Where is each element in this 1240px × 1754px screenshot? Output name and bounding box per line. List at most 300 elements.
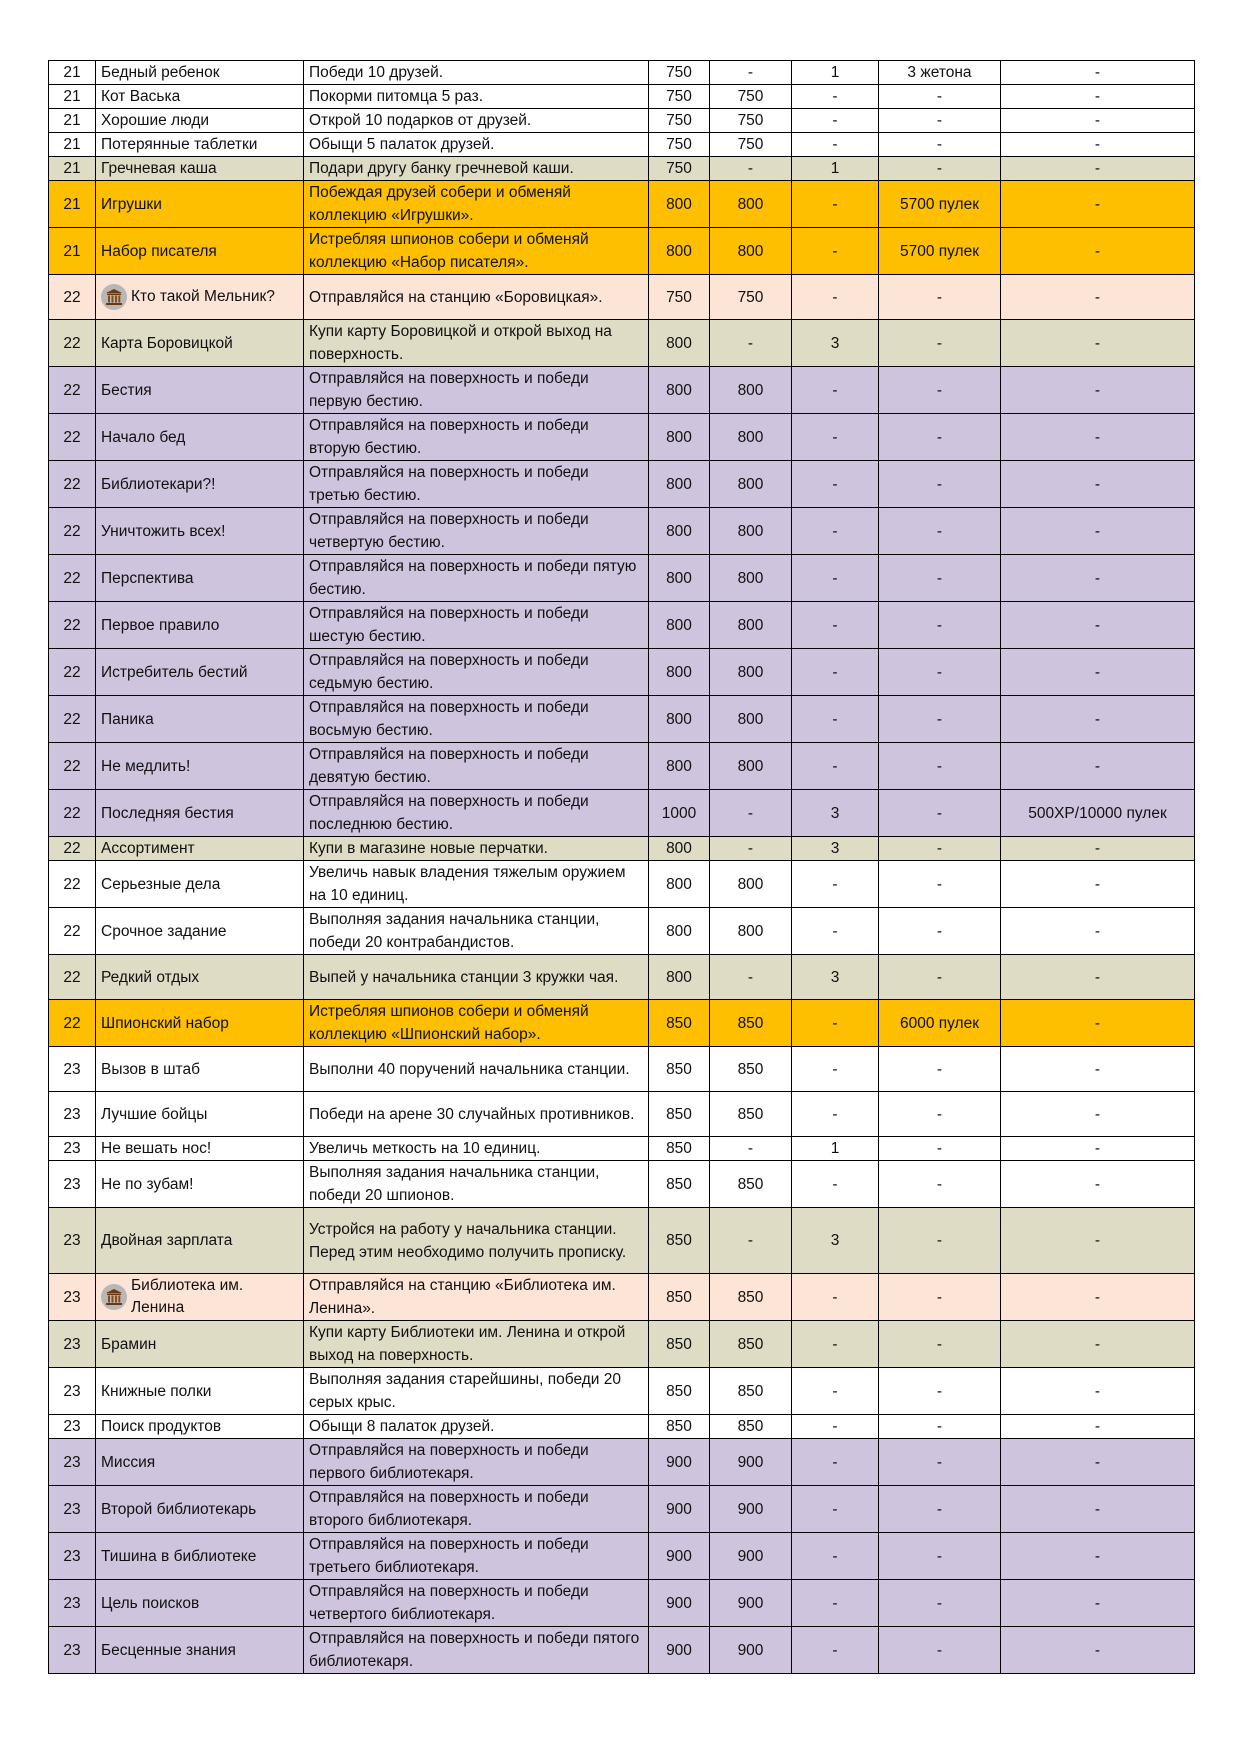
quest-exp-cell: 900	[649, 1627, 710, 1674]
quest-description-cell: Купи в магазине новые перчатки.	[304, 837, 649, 861]
quest-name-cell: Миссия	[96, 1439, 304, 1486]
quest-exp-cell: 750	[649, 275, 710, 320]
quest-exp-cell: 1000	[649, 790, 710, 837]
quest-exp-cell: 900	[649, 1486, 710, 1533]
quest-name-cell: Набор писателя	[96, 228, 304, 275]
quest-level-cell: 22	[49, 743, 96, 790]
quest-item-reward-cell: -	[879, 1627, 1001, 1674]
quest-gold-cell: -	[792, 508, 879, 555]
quest-gold-cell: -	[792, 181, 879, 228]
quest-name-text: Кто такой Мельник?	[131, 288, 275, 305]
quest-exp-cell: 800	[649, 555, 710, 602]
quest-item-reward-cell: -	[879, 908, 1001, 955]
quest-extra-reward-cell: 500XP/10000 пулек	[1001, 790, 1195, 837]
quest-name-cell: Последняя бестия	[96, 790, 304, 837]
table-row	[49, 696, 1195, 743]
quest-gold-cell: 3	[792, 320, 879, 367]
quest-money-cell: -	[710, 1208, 792, 1274]
quest-description-cell: Выпей у начальника станции 3 кружки чая.	[304, 955, 649, 1000]
quest-money-cell: 800	[710, 908, 792, 955]
quest-exp-cell: 850	[649, 1368, 710, 1415]
quest-extra-reward-cell: -	[1001, 1161, 1195, 1208]
quest-money-cell: -	[710, 955, 792, 1000]
quest-item-reward-cell: 6000 пулек	[879, 1000, 1001, 1047]
table-row	[49, 1208, 1195, 1274]
quest-exp-cell: 800	[649, 837, 710, 861]
quest-money-cell: 800	[710, 414, 792, 461]
quest-level-cell: 21	[49, 109, 96, 133]
quest-money-cell: -	[710, 320, 792, 367]
quest-item-reward-cell: 5700 пулек	[879, 228, 1001, 275]
quest-exp-cell: 800	[649, 908, 710, 955]
table-row	[49, 649, 1195, 696]
quest-extra-reward-cell: -	[1001, 602, 1195, 649]
quest-extra-reward-cell: -	[1001, 61, 1195, 85]
quest-gold-cell: -	[792, 602, 879, 649]
quest-exp-cell: 750	[649, 109, 710, 133]
quest-extra-reward-cell: -	[1001, 85, 1195, 109]
quest-gold-cell: -	[792, 1321, 879, 1368]
quest-description-cell: Отправляйся на поверхность и победи вторую бестию.	[304, 414, 649, 461]
quest-level-cell: 23	[49, 1486, 96, 1533]
quest-money-cell: 850	[710, 1047, 792, 1092]
quest-gold-cell: -	[792, 1161, 879, 1208]
quest-description-cell: Побеждая друзей собери и обменяй коллекцию «Игрушки».	[304, 181, 649, 228]
quest-description-cell: Обыщи 8 палаток друзей.	[304, 1415, 649, 1439]
quest-gold-cell: -	[792, 1274, 879, 1321]
quest-exp-cell: 850	[649, 1161, 710, 1208]
quest-level-cell: 23	[49, 1208, 96, 1274]
quest-name-cell: Бесценные знания	[96, 1627, 304, 1674]
quest-money-cell: 800	[710, 696, 792, 743]
quest-money-cell: 800	[710, 555, 792, 602]
quest-level-cell: 23	[49, 1533, 96, 1580]
quest-gold-cell: -	[792, 275, 879, 320]
quest-extra-reward-cell: -	[1001, 649, 1195, 696]
quest-name-cell: Потерянные таблетки	[96, 133, 304, 157]
quest-money-cell: 850	[710, 1368, 792, 1415]
quest-gold-cell: -	[792, 1439, 879, 1486]
quest-exp-cell: 850	[649, 1321, 710, 1368]
quest-level-cell: 22	[49, 649, 96, 696]
quest-gold-cell: -	[792, 1047, 879, 1092]
quest-gold-cell: 1	[792, 61, 879, 85]
quest-exp-cell: 800	[649, 649, 710, 696]
quest-level-cell: 22	[49, 837, 96, 861]
quest-name-cell: Перспектива	[96, 555, 304, 602]
quest-level-cell: 23	[49, 1321, 96, 1368]
quest-money-cell: 900	[710, 1580, 792, 1627]
quest-name-cell: Брамин	[96, 1321, 304, 1368]
quest-exp-cell: 750	[649, 157, 710, 181]
quest-money-cell: 900	[710, 1486, 792, 1533]
quest-gold-cell: -	[792, 743, 879, 790]
quest-money-cell: 800	[710, 508, 792, 555]
quest-gold-cell: -	[792, 1627, 879, 1674]
quest-money-cell: -	[710, 1137, 792, 1161]
quest-item-reward-cell: -	[879, 1092, 1001, 1137]
quest-item-reward-cell: -	[879, 461, 1001, 508]
quest-extra-reward-cell: -	[1001, 1580, 1195, 1627]
quest-name-cell: Игрушки	[96, 181, 304, 228]
quest-level-cell: 22	[49, 320, 96, 367]
quest-exp-cell: 800	[649, 228, 710, 275]
quest-item-reward-cell: -	[879, 1161, 1001, 1208]
quest-description-cell: Отправляйся на поверхность и победи восьмую бестию.	[304, 696, 649, 743]
quest-level-cell: 23	[49, 1137, 96, 1161]
quest-description-cell: Отправляйся на станцию «Боровицкая».	[304, 275, 649, 320]
table-row	[49, 1161, 1195, 1208]
quest-gold-cell: 1	[792, 1137, 879, 1161]
quest-money-cell: 900	[710, 1533, 792, 1580]
table-row	[49, 320, 1195, 367]
quest-description-cell: Купи карту Библиотеки им. Ленина и открой выход на поверхность.	[304, 1321, 649, 1368]
quest-item-reward-cell: -	[879, 1415, 1001, 1439]
table-row	[49, 743, 1195, 790]
quest-description-cell: Истребляя шпионов собери и обменяй коллекцию «Набор писателя».	[304, 228, 649, 275]
table-row	[49, 508, 1195, 555]
quest-level-cell: 22	[49, 908, 96, 955]
quest-level-cell: 23	[49, 1368, 96, 1415]
table-row	[49, 1580, 1195, 1627]
quest-item-reward-cell: -	[879, 1208, 1001, 1274]
quest-item-reward-cell: -	[879, 1486, 1001, 1533]
quest-name-cell: Не по зубам!	[96, 1161, 304, 1208]
quest-gold-cell: 1	[792, 157, 879, 181]
quest-description-cell: Отправляйся на поверхность и победи первого библиотекаря.	[304, 1439, 649, 1486]
quest-name-cell: Не вешать нос!	[96, 1137, 304, 1161]
quest-name-cell: Уничтожить всех!	[96, 508, 304, 555]
quest-gold-cell: -	[792, 367, 879, 414]
quest-gold-cell: -	[792, 109, 879, 133]
quest-item-reward-cell: -	[879, 696, 1001, 743]
quest-level-cell: 22	[49, 696, 96, 743]
table-row	[49, 85, 1195, 109]
quest-gold-cell: -	[792, 908, 879, 955]
quest-name-cell: Срочное задание	[96, 908, 304, 955]
quest-level-cell: 23	[49, 1161, 96, 1208]
quest-description-cell: Отправляйся на поверхность и победи третьего библиотекаря.	[304, 1533, 649, 1580]
quest-level-cell: 22	[49, 367, 96, 414]
quest-money-cell: 750	[710, 133, 792, 157]
quest-extra-reward-cell: -	[1001, 157, 1195, 181]
quest-level-cell: 22	[49, 461, 96, 508]
quest-exp-cell: 850	[649, 1208, 710, 1274]
quest-name-cell: Книжные полки	[96, 1368, 304, 1415]
quest-extra-reward-cell: -	[1001, 181, 1195, 228]
table-row	[49, 555, 1195, 602]
quest-money-cell: 850	[710, 1274, 792, 1321]
quest-description-cell: Покорми питомца 5 раз.	[304, 85, 649, 109]
quest-gold-cell: 3	[792, 790, 879, 837]
quest-name-cell: Второй библиотекарь	[96, 1486, 304, 1533]
quest-name-cell: Бестия	[96, 367, 304, 414]
quest-extra-reward-cell: -	[1001, 320, 1195, 367]
quest-item-reward-cell: -	[879, 955, 1001, 1000]
quest-exp-cell: 750	[649, 85, 710, 109]
quest-extra-reward-cell: -	[1001, 696, 1195, 743]
quest-description-cell: Открой 10 подарков от друзей.	[304, 109, 649, 133]
quest-level-cell: 21	[49, 157, 96, 181]
quest-item-reward-cell: -	[879, 414, 1001, 461]
quest-description-cell: Увеличь навык владения тяжелым оружием на 10 единиц.	[304, 861, 649, 908]
quest-level-cell: 23	[49, 1415, 96, 1439]
quest-money-cell: 900	[710, 1439, 792, 1486]
quest-extra-reward-cell: -	[1001, 1415, 1195, 1439]
quest-item-reward-cell: -	[879, 1580, 1001, 1627]
quest-gold-cell: -	[792, 133, 879, 157]
quest-description-cell: Отправляйся на поверхность и победи последнюю бестию.	[304, 790, 649, 837]
quest-item-reward-cell: -	[879, 275, 1001, 320]
quest-name-cell: Не медлить!	[96, 743, 304, 790]
quest-exp-cell: 800	[649, 861, 710, 908]
quest-description-cell: Отправляйся на поверхность и победи четвертого библиотекаря.	[304, 1580, 649, 1627]
quest-money-cell: 800	[710, 181, 792, 228]
quest-level-cell: 23	[49, 1274, 96, 1321]
table-row	[49, 1092, 1195, 1137]
table-row	[49, 837, 1195, 861]
quest-gold-cell: -	[792, 649, 879, 696]
quest-extra-reward-cell: -	[1001, 1208, 1195, 1274]
table-row	[49, 1321, 1195, 1368]
quest-item-reward-cell: -	[879, 133, 1001, 157]
quest-item-reward-cell: -	[879, 1533, 1001, 1580]
building-icon	[101, 1284, 127, 1310]
table-row	[49, 367, 1195, 414]
quest-money-cell: 900	[710, 1627, 792, 1674]
quest-description-cell: Отправляйся на поверхность и победи третью бестию.	[304, 461, 649, 508]
quest-exp-cell: 850	[649, 1137, 710, 1161]
quest-table	[48, 60, 1195, 1674]
quest-gold-cell: -	[792, 461, 879, 508]
quest-gold-cell: -	[792, 555, 879, 602]
quest-name-cell	[96, 1274, 304, 1321]
quest-description-cell: Отправляйся на поверхность и победи первую бестию.	[304, 367, 649, 414]
quest-money-cell: 800	[710, 461, 792, 508]
quest-money-cell: 750	[710, 85, 792, 109]
quest-gold-cell: -	[792, 861, 879, 908]
quest-level-cell: 23	[49, 1627, 96, 1674]
table-row	[49, 1486, 1195, 1533]
quest-name-cell: Карта Боровицкой	[96, 320, 304, 367]
quest-gold-cell: 3	[792, 1208, 879, 1274]
quest-description-cell: Истребляя шпионов собери и обменяй коллекцию «Шпионский набор».	[304, 1000, 649, 1047]
quest-extra-reward-cell: -	[1001, 275, 1195, 320]
quest-extra-reward-cell: -	[1001, 1000, 1195, 1047]
quest-description-cell: Отправляйся на поверхность и победи седьмую бестию.	[304, 649, 649, 696]
quest-item-reward-cell: -	[879, 1274, 1001, 1321]
table-row	[49, 157, 1195, 181]
quest-description-cell: Отправляйся на поверхность и победи девятую бестию.	[304, 743, 649, 790]
quest-description-cell: Победи на арене 30 случайных противников.	[304, 1092, 649, 1137]
quest-exp-cell: 800	[649, 955, 710, 1000]
quest-item-reward-cell: -	[879, 1137, 1001, 1161]
quest-exp-cell: 850	[649, 1047, 710, 1092]
table-row	[49, 181, 1195, 228]
quest-extra-reward-cell: -	[1001, 861, 1195, 908]
quest-money-cell: 750	[710, 109, 792, 133]
quest-money-cell: -	[710, 157, 792, 181]
quest-description-cell: Обыщи 5 палаток друзей.	[304, 133, 649, 157]
quest-name-cell: Первое правило	[96, 602, 304, 649]
quest-description-cell: Отправляйся на поверхность и победи шестую бестию.	[304, 602, 649, 649]
table-row	[49, 1137, 1195, 1161]
quest-description-cell: Отправляйся на поверхность и победи второго библиотекаря.	[304, 1486, 649, 1533]
quest-level-cell: 21	[49, 61, 96, 85]
quest-item-reward-cell: -	[879, 367, 1001, 414]
quest-extra-reward-cell: -	[1001, 1533, 1195, 1580]
quest-level-cell: 22	[49, 1000, 96, 1047]
table-row	[49, 414, 1195, 461]
quest-gold-cell: -	[792, 228, 879, 275]
table-row	[49, 1000, 1195, 1047]
quest-name-cell: Цель поисков	[96, 1580, 304, 1627]
quest-exp-cell: 850	[649, 1092, 710, 1137]
quest-gold-cell: -	[792, 1092, 879, 1137]
quest-extra-reward-cell: -	[1001, 908, 1195, 955]
quest-exp-cell: 750	[649, 61, 710, 85]
quest-extra-reward-cell: -	[1001, 508, 1195, 555]
quest-item-reward-cell: -	[879, 320, 1001, 367]
quest-extra-reward-cell: -	[1001, 1321, 1195, 1368]
quest-extra-reward-cell: -	[1001, 461, 1195, 508]
quest-exp-cell: 800	[649, 414, 710, 461]
quest-money-cell: 800	[710, 367, 792, 414]
quest-name-cell: Серьезные дела	[96, 861, 304, 908]
quest-money-cell: 850	[710, 1000, 792, 1047]
quest-extra-reward-cell: -	[1001, 228, 1195, 275]
quest-exp-cell: 900	[649, 1439, 710, 1486]
table-row	[49, 790, 1195, 837]
quest-money-cell: -	[710, 837, 792, 861]
quest-money-cell: 800	[710, 743, 792, 790]
quest-description-cell: Отправляйся на станцию «Библиотека им. Ленина».	[304, 1274, 649, 1321]
quest-gold-cell: -	[792, 1486, 879, 1533]
quest-name-cell: Паника	[96, 696, 304, 743]
quest-exp-cell: 750	[649, 133, 710, 157]
quest-description-cell: Отправляйся на поверхность и победи пятого библиотекаря.	[304, 1627, 649, 1674]
quest-name-cell: Хорошие люди	[96, 109, 304, 133]
quest-level-cell: 23	[49, 1047, 96, 1092]
quest-extra-reward-cell: -	[1001, 555, 1195, 602]
quest-item-reward-cell: -	[879, 555, 1001, 602]
quest-item-reward-cell: -	[879, 109, 1001, 133]
table-row	[49, 1533, 1195, 1580]
quest-item-reward-cell: -	[879, 837, 1001, 861]
quest-name-cell: Библиотекари?!	[96, 461, 304, 508]
table-row	[49, 1047, 1195, 1092]
quest-money-cell: 850	[710, 1321, 792, 1368]
quest-money-cell: 850	[710, 1092, 792, 1137]
quest-level-cell: 21	[49, 85, 96, 109]
quest-item-reward-cell: -	[879, 602, 1001, 649]
quest-gold-cell: -	[792, 1415, 879, 1439]
quest-level-cell: 22	[49, 555, 96, 602]
quest-description-cell: Устройся на работу у начальника станции. Перед этим необходимо получить прописку.	[304, 1208, 649, 1274]
table-row	[49, 109, 1195, 133]
quest-name-cell: Шпионский набор	[96, 1000, 304, 1047]
quest-exp-cell: 800	[649, 602, 710, 649]
quest-gold-cell: -	[792, 696, 879, 743]
quest-exp-cell: 850	[649, 1000, 710, 1047]
quest-exp-cell: 800	[649, 367, 710, 414]
quest-extra-reward-cell: -	[1001, 367, 1195, 414]
quest-gold-cell: -	[792, 85, 879, 109]
quest-level-cell: 22	[49, 275, 96, 320]
quest-gold-cell: 3	[792, 837, 879, 861]
quest-name-cell: Редкий отдых	[96, 955, 304, 1000]
quest-item-reward-cell: -	[879, 1321, 1001, 1368]
quest-extra-reward-cell: -	[1001, 743, 1195, 790]
table-row	[49, 61, 1195, 85]
quest-gold-cell: -	[792, 1533, 879, 1580]
quest-exp-cell: 900	[649, 1580, 710, 1627]
quest-table-body	[49, 61, 1195, 1674]
quest-extra-reward-cell: -	[1001, 109, 1195, 133]
quest-gold-cell: -	[792, 1580, 879, 1627]
quest-exp-cell: 800	[649, 461, 710, 508]
table-row	[49, 133, 1195, 157]
quest-name-cell: Гречневая каша	[96, 157, 304, 181]
quest-name-cell: Кот Васька	[96, 85, 304, 109]
quest-item-reward-cell: -	[879, 157, 1001, 181]
quest-extra-reward-cell: -	[1001, 133, 1195, 157]
quest-description-cell: Выполни 40 поручений начальника станции.	[304, 1047, 649, 1092]
quest-exp-cell: 800	[649, 320, 710, 367]
quest-extra-reward-cell: -	[1001, 1092, 1195, 1137]
quest-gold-cell: -	[792, 414, 879, 461]
quest-item-reward-cell: 3 жетона	[879, 61, 1001, 85]
quest-level-cell: 22	[49, 508, 96, 555]
quest-level-cell: 23	[49, 1580, 96, 1627]
quest-extra-reward-cell: -	[1001, 1439, 1195, 1486]
table-row	[49, 275, 1195, 320]
quest-name-cell: Начало бед	[96, 414, 304, 461]
quest-level-cell: 22	[49, 602, 96, 649]
quest-level-cell: 22	[49, 955, 96, 1000]
quest-money-cell: -	[710, 790, 792, 837]
quest-name-cell: Бедный ребенок	[96, 61, 304, 85]
table-row	[49, 602, 1195, 649]
quest-item-reward-cell: -	[879, 1047, 1001, 1092]
quest-name-cell: Тишина в библиотеке	[96, 1533, 304, 1580]
quest-money-cell: -	[710, 61, 792, 85]
quest-level-cell: 22	[49, 861, 96, 908]
table-row	[49, 1368, 1195, 1415]
quest-item-reward-cell: -	[879, 85, 1001, 109]
quest-gold-cell: -	[792, 1368, 879, 1415]
quest-name-cell: Поиск продуктов	[96, 1415, 304, 1439]
quest-extra-reward-cell: -	[1001, 1047, 1195, 1092]
quest-money-cell: 800	[710, 228, 792, 275]
quest-exp-cell: 900	[649, 1533, 710, 1580]
quest-item-reward-cell: -	[879, 1439, 1001, 1486]
quest-money-cell: 800	[710, 861, 792, 908]
quest-item-reward-cell: -	[879, 743, 1001, 790]
table-row	[49, 1439, 1195, 1486]
building-icon	[101, 284, 127, 310]
quest-item-reward-cell: -	[879, 790, 1001, 837]
table-row	[49, 1627, 1195, 1674]
quest-name-cell: Ассортимент	[96, 837, 304, 861]
quest-item-reward-cell: -	[879, 1368, 1001, 1415]
quest-gold-cell: 3	[792, 955, 879, 1000]
table-row	[49, 908, 1195, 955]
quest-extra-reward-cell: -	[1001, 414, 1195, 461]
quest-extra-reward-cell: -	[1001, 955, 1195, 1000]
quest-extra-reward-cell: -	[1001, 837, 1195, 861]
quest-description-cell: Увеличь меткость на 10 единиц.	[304, 1137, 649, 1161]
